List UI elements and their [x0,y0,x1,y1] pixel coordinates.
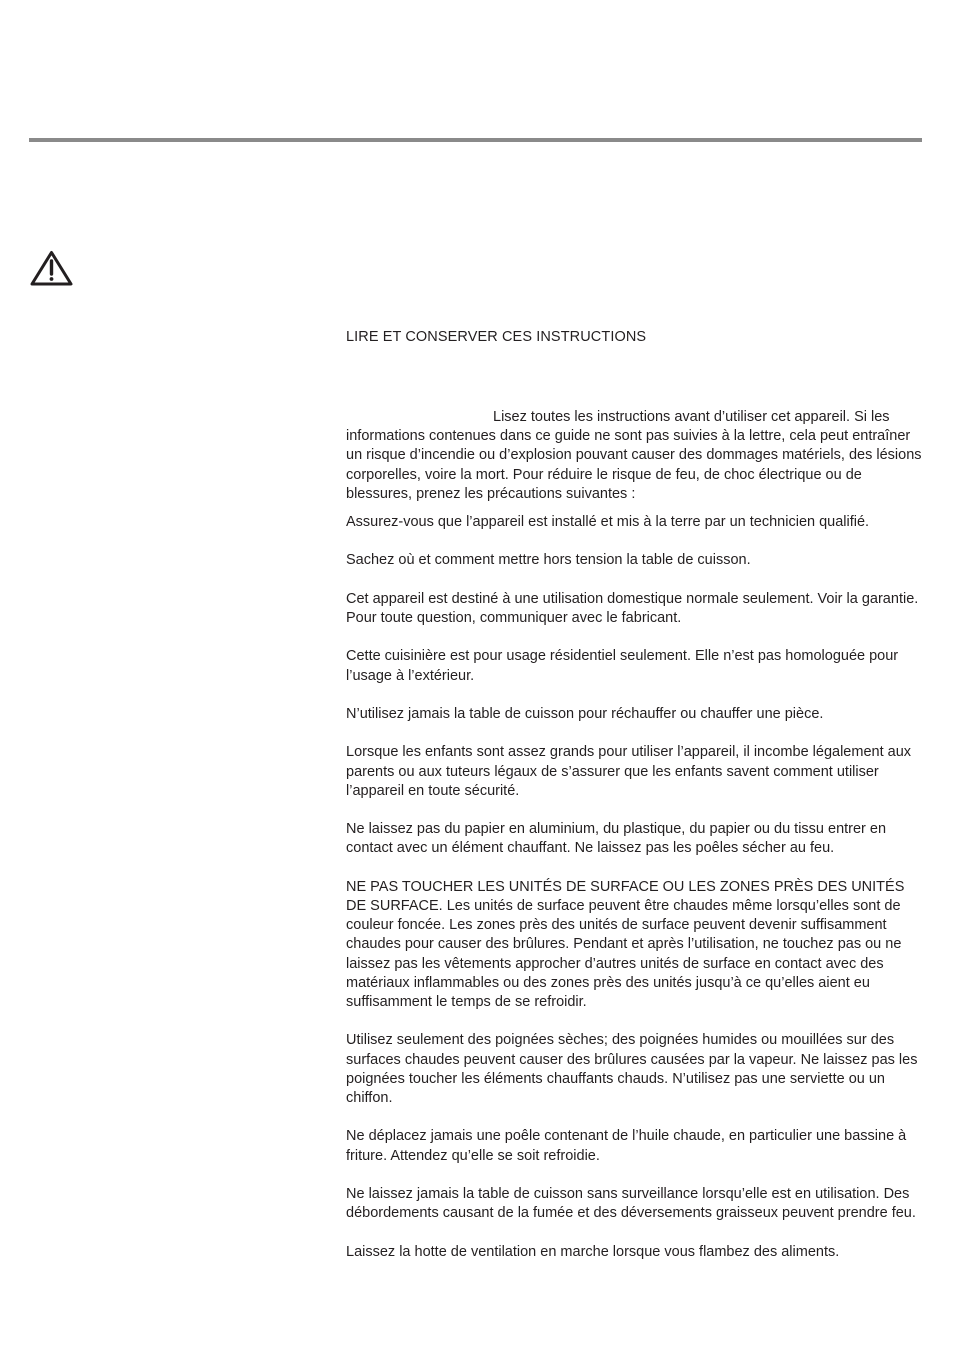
safety-instructions [346,408,926,1281]
instruction-item: Ne laissez pas du papier en aluminium, du plastique, du papier ou du tissu entrer en contact avec un élément chauffant. Ne laissez pas les poêles sécher au feu. [346,821,887,857]
instruction-item: Cet appareil est destiné à une utilisation domestique normale seulement. Voir la garantie. Pour toute question, communiquer avec le fabricant. [346,590,919,626]
section-heading: LIRE ET CONSERVER CES INSTRUCTIONS [346,329,647,345]
instruction-item: Assurez-vous que l’appareil est installé et mis à la terre par un technicien qualifié. [346,514,870,531]
instruction-item: Laissez la hotte de ventilation en marche lorsque vous flambez des aliments. [346,1243,840,1260]
instruction-item: Cette cuisinière est pour usage résidentiel seulement. Elle n’est pas homologuée pour l’usage à l’extérieur. [346,648,899,684]
instruction-item: NE PAS TOUCHER LES UNITÉS DE SURFACE OU LES ZONES PRÈS DES UNITÉS DE SURFACE. Les unités de surface peuvent être chaudes même lorsqu’elles sont de couleur foncée. Les zones près des unités de surface peuvent devenir suffisamment chaudes pour causer des brûlures. Pendant et après l’utilisation, ne touchez pas ou ne laissez pas les vêtements approcher d’autres unités de surface en contact avec des matériaux inflammables ou des zones près des unités jusqu’à ce qu’elles aient eu suffisamment le temps de se refroidir. [346,878,905,1010]
warning-triangle-icon [30,250,73,286]
instruction-item: Ne laissez jamais la table de cuisson sans surveillance lorsqu’elle est en utilisation. Des débordements causant de la fumée et des déversements graisseux peuvent prendre feu. [346,1185,916,1222]
instruction-item: Ne déplacez jamais une poêle contenant de l’huile chaude, en particulier une bassine à friture. Attendez qu’elle se soit refroidie. [346,1128,907,1164]
top-divider [29,138,922,142]
instruction-item: Utilisez seulement des poignées sèches; des poignées humides ou mouillées sur des surfaces chaudes peuvent causer des brûlures causées par la vapeur. Ne laissez pas les poignées toucher les éléments chauffants chauds. N’utilisez pas une serviette ou un chiffon. [346,1032,918,1106]
instruction-item: N’utilisez jamais la table de cuisson pour réchauffer ou chauffer une pièce. [346,705,824,722]
instruction-item: Sachez où et comment mettre hors tension la table de cuisson. [346,552,751,569]
instruction-item: Lorsque les enfants sont assez grands pour utiliser l’appareil, il incombe légalement aux parents ou aux tuteurs légaux de s’assurer que les enfants savent comment utiliser l’appareil en toute sécurité. [346,744,912,799]
intro-paragraph: Lisez toutes les instructions avant d’utiliser cet appareil. Si les informations contenues dans ce guide ne sont pas suivies à la lettre, cela peut entraîner un risque d’incendie ou d’explosion pouvant causer des dommages matériels, des lésions corporelles, voire la mort. Pour réduire le risque de feu, de choc électrique ou de blessures, prenez les précautions suivantes : [346,409,922,502]
